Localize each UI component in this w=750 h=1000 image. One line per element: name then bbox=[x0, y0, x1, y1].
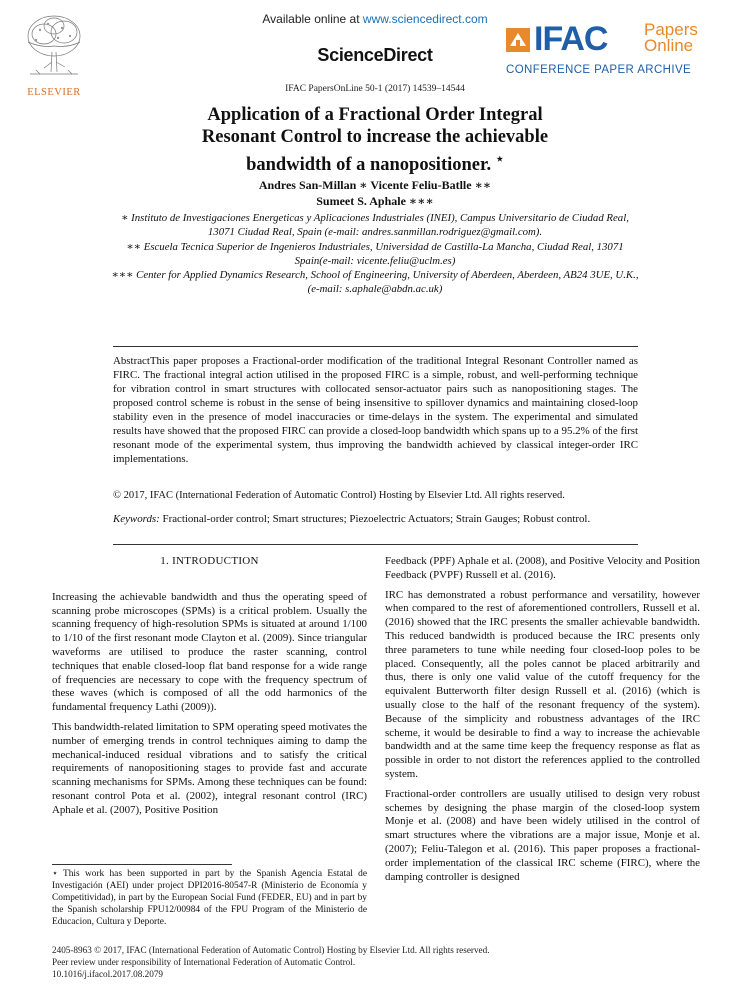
section-heading-introduction: 1. INTRODUCTION bbox=[160, 555, 259, 567]
title-line-3: bandwidth of a nanopositioner. bbox=[246, 155, 492, 176]
sciencedirect-url-link[interactable]: www.sciencedirect.com bbox=[362, 12, 488, 26]
author-list bbox=[100, 177, 650, 209]
bottom-publication-info bbox=[52, 944, 702, 980]
keywords-text: Fractional-order control; Smart structures; Piezoelectric Actuators; Strain Gauges; Robust control. bbox=[159, 513, 591, 525]
copyright-notice: © 2017, IFAC (International Federation of Automatic Control) Hosting by Elsevier Ltd. All rights reserved. bbox=[113, 490, 565, 501]
affiliation-2: ∗∗ Escuela Tecnica Superior de Ingenieros Industriales, Universidad de Castilla-La Mancha, Ciudad Real, 13071 Spain(e-mail: vicente.feliu@uclm.es) bbox=[126, 240, 624, 267]
right-paragraph-1: Feedback (PPF) Aphale et al. (2008), and Positive Velocity and Position Feedback (PVPF) Russell et al. (2016). bbox=[385, 555, 700, 581]
footnote-rule bbox=[52, 864, 232, 865]
ifac-logo-papers: Papers bbox=[644, 20, 698, 39]
title-footnote-star: ⋆ bbox=[495, 151, 504, 166]
ifac-papersonline-logo bbox=[506, 18, 736, 88]
ifac-logo-subtitle: CONFERENCE PAPER ARCHIVE bbox=[506, 64, 692, 76]
authors-line-1: Andres San-Millan ∗ Vicente Feliu-Batlle ∗∗ bbox=[258, 178, 492, 192]
elsevier-logo bbox=[22, 12, 86, 96]
elsevier-tree-icon bbox=[22, 12, 86, 82]
ifac-emblem-icon bbox=[506, 28, 530, 52]
left-column bbox=[52, 555, 367, 824]
keywords bbox=[113, 512, 638, 526]
abstract-bottom-rule bbox=[113, 544, 638, 545]
elsevier-logo-text: ELSEVIER bbox=[27, 87, 81, 98]
affiliation-1: ∗ Instituto de Investigaciones Energeticas y Aplicaciones Industriales (INEI), Campus Universitario de Ciudad Real, 13071 Ciudad Real, Spain (e-mail: andres.sanmillan.rodriguez@gmail.com). bbox=[121, 212, 629, 239]
ifac-logo-main: IFAC bbox=[534, 20, 608, 58]
sciencedirect-wordmark: ScienceDirect bbox=[317, 45, 433, 65]
journal-citation: IFAC PapersOnLine 50-1 (2017) 14539–14544 bbox=[285, 84, 465, 94]
keywords-label: Keywords: bbox=[113, 513, 160, 525]
intro-paragraph-2: This bandwidth-related limitation to SPM operating speed motivates the number of emerging trends in control techniques aiming to damp the mechanical-induced residual vibrations and to satisfy the critical requirements of nanopositioning stages to provide fast and accurate scanning mechanisms for SPMs. Among these techniques can be found: resonant control Pota et al. (2002), integral resonant control (IRC) Aphale et al. (2007), Positive Position bbox=[52, 720, 367, 816]
paper-title bbox=[100, 104, 650, 176]
right-paragraph-2: IRC has demonstrated a robust performance and versatility, however when compared to the rest of aforementioned controllers, Russell et al. (2016) showed that the IRC presents the smaller achievable bandwidth. This reduced bandwidth is produced because the IRC presents only three parameters to tune while needing four closed-loop poles to be placed. Consequently, all the poles cannot be placed arbitrarily and thus, there is only one valid value of the cutoff frequency for the equivalent Butterworth filter design Russell et al. (2016) (which is usually close to the half of the resonant frequency of the system). Because of the simplicity and robustness advantages of the IRC scheme, it would be desirable to find a way to increase the achievable bandwidth and at the same time keep the frequency response as flat as possible in order to not distort the references applied to the controlled system. bbox=[385, 588, 700, 780]
doi-line[interactable]: 10.1016/j.ifacol.2017.08.2079 bbox=[52, 969, 164, 979]
available-online-text: Available online at bbox=[262, 12, 363, 26]
ifac-logo-papers-online bbox=[644, 22, 698, 54]
abstract-top-rule bbox=[113, 346, 638, 347]
right-column bbox=[385, 555, 700, 890]
authors-line-2: Sumeet S. Aphale ∗∗∗ bbox=[316, 194, 434, 208]
funding-footnote: ⋆ This work has been supported in part by the Spanish Agencia Estatal de Investigación (AEI) under project DPI2016-80547-R (Ministerio de Economía y Competitividad), in part by the European Social Fund (FEDER, EU) and in part by the Spanish scholarship FPU12/00984 of the FPU Program of the Ministerio de Educacion, Cultura y Deporte. bbox=[52, 869, 367, 928]
issn-copyright-line: 2405-8963 © 2017, IFAC (International Federation of Automatic Control) Hosting by Elsevier Ltd. All rights reserved. bbox=[52, 945, 490, 955]
right-paragraph-3: Fractional-order controllers are usually utilised to design very robust schemes by designing the phase margin of the closed-loop system Monje et al. (2008) and have been widely utilised in the control of smart structures where the vibrations are a major issue, Monje et al. (2007); Feliu-Talegon et al. (2016). This paper proposes a fractional-order implementation of the classical IRC scheme (FIRC), where the damping controller is designed bbox=[385, 787, 700, 883]
affiliation-3: ∗∗∗ Center for Applied Dynamics Research, School of Engineering, University of Aberdeen, Aberdeen, AB24 3UE, U.K., (e-mail: s.aphale@abdn.ac.uk) bbox=[111, 269, 639, 296]
affiliations bbox=[110, 211, 640, 297]
abstract: AbstractThis paper proposes a Fractional-order modification of the traditional Integral Resonant Controller named as FIRC. The fractional integral action utilised in the proposed FIRC is a simple, robust, and well-performing technique for vibration control in smart structures with collocated sensor-actuator pairs such as nanopositioning stages. The proposed control scheme is robust in the sense of being insensitive to spillover dynamics and maintaining closed-loop stability even in the presence of model inaccuracies or time-delays in the system. The experimental and simulated results have showed that the proposed FIRC can provide a closed-loop bandwidth which spans up to a 95.2% of the first resonant mode of the experimental system, thus improving the bandwidth achieved by classical integer-order IRC implementations. bbox=[113, 355, 638, 465]
title-line-1: Application of a Fractional Order Integral bbox=[207, 105, 543, 125]
title-line-2: Resonant Control to increase the achievable bbox=[201, 127, 549, 147]
intro-paragraph-1: Increasing the achievable bandwidth and thus the operating speed of scanning probe microscopes (SPMs) is a critical problem. Usually the scanning frequency of high-resolution SPMs is situated at around 1/100 to 1/10 of the first resonant mode Clayton et al. (2009). Since triangular waveforms are utilised to produce the raster scanning, control techniques that enable closed-loop flat band response for a wide range of frequencies are necessary to cope with the frequency spectrum of these waves (which is composed of all the odd harmonics of the fundamental frequency Lathi (2009)). bbox=[52, 590, 367, 714]
peer-review-line: Peer review under responsibility of International Federation of Automatic Control. bbox=[52, 957, 356, 967]
ifac-logo-online: Online bbox=[644, 36, 694, 55]
